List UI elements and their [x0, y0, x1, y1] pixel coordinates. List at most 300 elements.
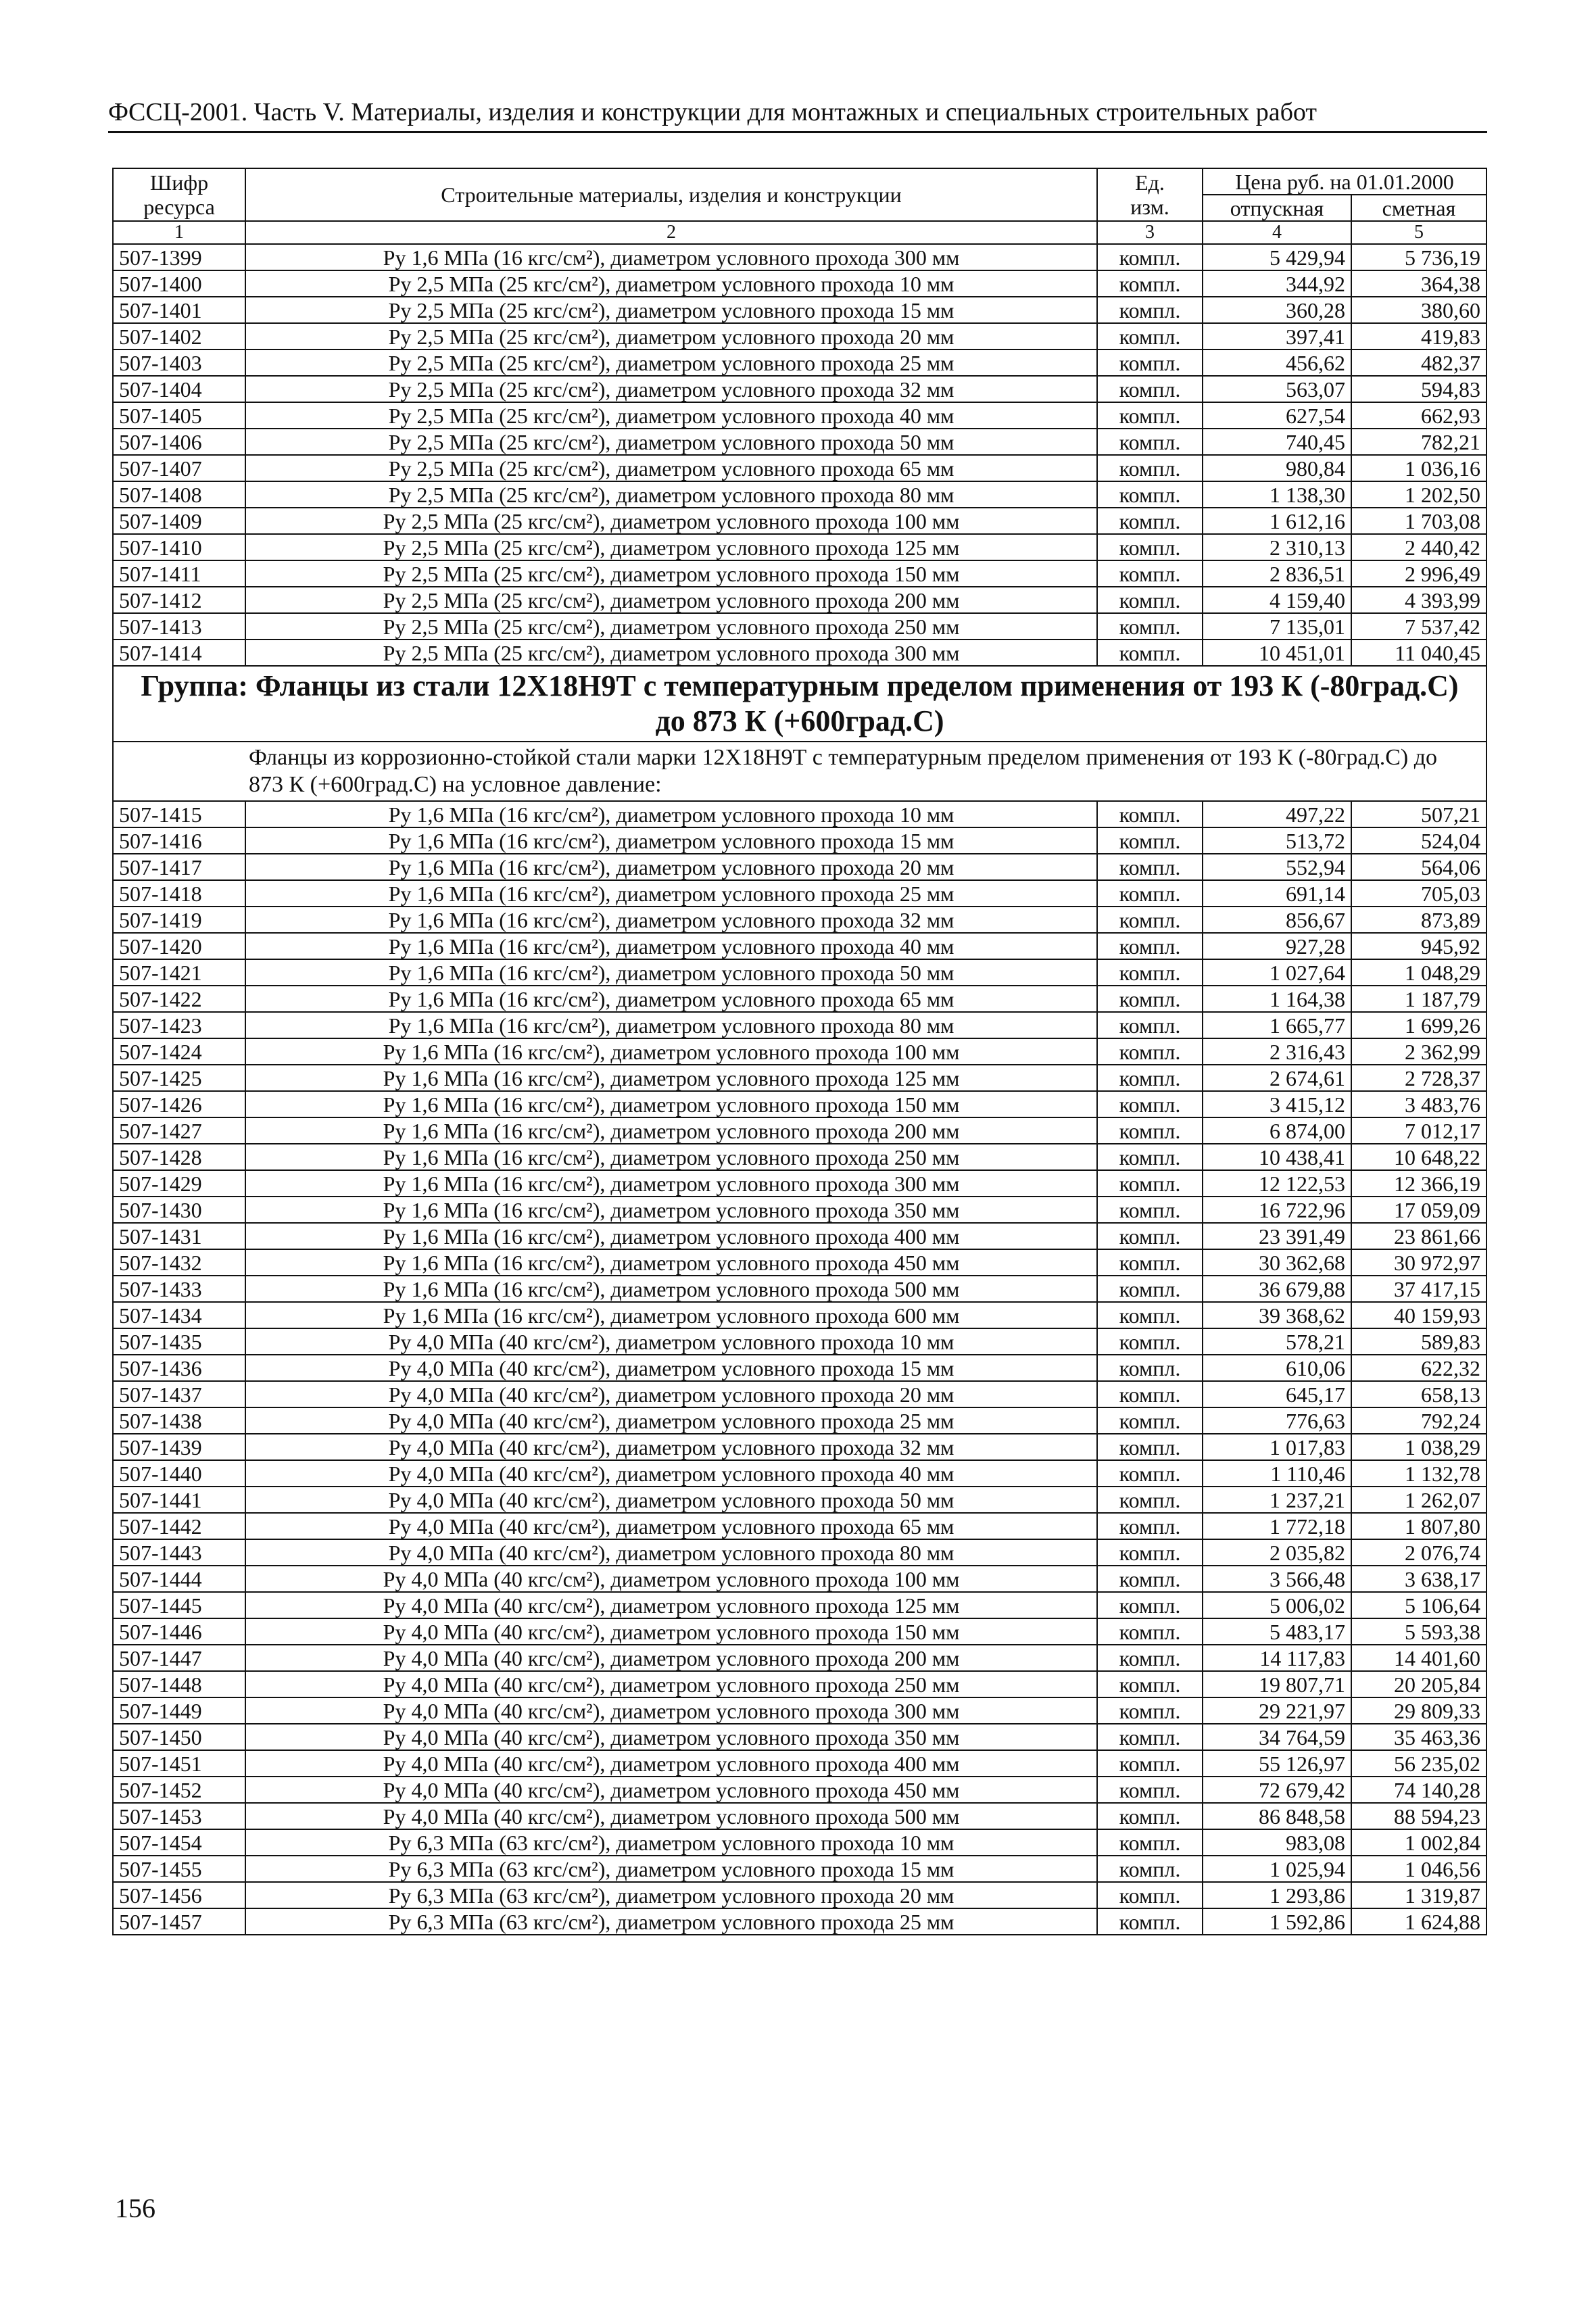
unit-of-measure: компл.: [1097, 481, 1203, 508]
table-row: [113, 297, 1486, 323]
column-header-estimate-price: сметная: [1351, 195, 1486, 221]
column-header-unit: [1097, 168, 1203, 221]
table-row: [113, 959, 1486, 986]
estimate-price: 1 132,78: [1351, 1460, 1486, 1487]
table-body-bottom: [113, 801, 1486, 1935]
release-price: 39 368,62: [1203, 1302, 1351, 1328]
unit-of-measure: компл.: [1097, 1091, 1203, 1117]
table-row: [113, 1697, 1486, 1724]
material-description: Ру 4,0 МПа (40 кгс/см²), диаметром условного прохода 150 мм: [245, 1618, 1097, 1645]
table-row: [113, 1381, 1486, 1407]
estimate-price: 11 040,45: [1351, 640, 1486, 666]
unit-of-measure: компл.: [1097, 1065, 1203, 1091]
material-description: Ру 1,6 МПа (16 кгс/см²), диаметром условного прохода 300 мм: [245, 1170, 1097, 1197]
release-price: 5 483,17: [1203, 1618, 1351, 1645]
table-row: [113, 1091, 1486, 1117]
material-description: Ру 1,6 МПа (16 кгс/см²), диаметром условного прохода 100 мм: [245, 1038, 1097, 1065]
release-price: 627,54: [1203, 402, 1351, 429]
resource-code: 507-1428: [113, 1144, 245, 1170]
release-price: 36 679,88: [1203, 1276, 1351, 1302]
estimate-price: 482,37: [1351, 349, 1486, 376]
release-price: 3 566,48: [1203, 1566, 1351, 1592]
estimate-price: 20 205,84: [1351, 1671, 1486, 1697]
release-price: 513,72: [1203, 827, 1351, 854]
group-title-row: [113, 666, 1486, 742]
estimate-price: 7 537,42: [1351, 613, 1486, 640]
price-table: [112, 168, 1487, 1935]
estimate-price: 873,89: [1351, 907, 1486, 933]
column-number: 4: [1203, 221, 1351, 244]
material-description: Ру 2,5 МПа (25 кгс/см²), диаметром условного прохода 32 мм: [245, 376, 1097, 402]
unit-of-measure: компл.: [1097, 1381, 1203, 1407]
release-price: 16 722,96: [1203, 1197, 1351, 1223]
release-price: 2 035,82: [1203, 1539, 1351, 1566]
unit-of-measure: компл.: [1097, 1038, 1203, 1065]
material-description: Ру 2,5 МПа (25 кгс/см²), диаметром условного прохода 100 мм: [245, 508, 1097, 534]
column-header-code: [113, 168, 245, 221]
material-description: Ру 1,6 МПа (16 кгс/см²), диаметром условного прохода 150 мм: [245, 1091, 1097, 1117]
release-price: 856,67: [1203, 907, 1351, 933]
table-row: [113, 933, 1486, 959]
group-intro: Фланцы из коррозионно-стойкой стали марки 12Х18Н9Т с температурным пределом применения от 193 К (-80град.С) до 873 К (+600град.С) на условное давление:: [113, 742, 1486, 801]
resource-code: 507-1434: [113, 1302, 245, 1328]
material-description: Ру 4,0 МПа (40 кгс/см²), диаметром условного прохода 25 мм: [245, 1407, 1097, 1434]
material-description: Ру 4,0 МПа (40 кгс/см²), диаметром условного прохода 400 мм: [245, 1750, 1097, 1777]
release-price: 610,06: [1203, 1355, 1351, 1381]
release-price: 344,92: [1203, 270, 1351, 297]
material-description: Ру 6,3 МПа (63 кгс/см²), диаметром условного прохода 20 мм: [245, 1882, 1097, 1908]
resource-code: 507-1442: [113, 1513, 245, 1539]
resource-code: 507-1417: [113, 854, 245, 880]
estimate-price: 419,83: [1351, 323, 1486, 349]
table-row: [113, 376, 1486, 402]
release-price: 86 848,58: [1203, 1803, 1351, 1829]
table-row: [113, 429, 1486, 455]
table-row: [113, 1197, 1486, 1223]
release-price: 1 027,64: [1203, 959, 1351, 986]
material-description: Ру 4,0 МПа (40 кгс/см²), диаметром условного прохода 15 мм: [245, 1355, 1097, 1381]
material-description: Ру 2,5 МПа (25 кгс/см²), диаметром условного прохода 65 мм: [245, 455, 1097, 481]
resource-code: 507-1450: [113, 1724, 245, 1750]
estimate-price: 3 483,76: [1351, 1091, 1486, 1117]
unit-of-measure: компл.: [1097, 854, 1203, 880]
table-row: [113, 1355, 1486, 1381]
material-description: Ру 4,0 МПа (40 кгс/см²), диаметром условного прохода 500 мм: [245, 1803, 1097, 1829]
estimate-price: 17 059,09: [1351, 1197, 1486, 1223]
estimate-price: 1 002,84: [1351, 1829, 1486, 1856]
material-description: Ру 1,6 МПа (16 кгс/см²), диаметром условного прохода 32 мм: [245, 907, 1097, 933]
release-price: 578,21: [1203, 1328, 1351, 1355]
resource-code: 507-1411: [113, 560, 245, 587]
unit-of-measure: компл.: [1097, 1407, 1203, 1434]
estimate-price: 1 319,87: [1351, 1882, 1486, 1908]
resource-code: 507-1414: [113, 640, 245, 666]
release-price: 2 316,43: [1203, 1038, 1351, 1065]
unit-of-measure: компл.: [1097, 1117, 1203, 1144]
resource-code: 507-1430: [113, 1197, 245, 1223]
estimate-price: 622,32: [1351, 1355, 1486, 1381]
table-row: [113, 587, 1486, 613]
table-row: [113, 402, 1486, 429]
release-price: 2 836,51: [1203, 560, 1351, 587]
resource-code: 507-1399: [113, 244, 245, 270]
unit-of-measure: компл.: [1097, 1170, 1203, 1197]
resource-code: 507-1426: [113, 1091, 245, 1117]
unit-of-measure: компл.: [1097, 349, 1203, 376]
resource-code: 507-1447: [113, 1645, 245, 1671]
resource-code: 507-1416: [113, 827, 245, 854]
estimate-price: 1 699,26: [1351, 1012, 1486, 1038]
table-row: [113, 1276, 1486, 1302]
resource-code: 507-1410: [113, 534, 245, 560]
release-price: 34 764,59: [1203, 1724, 1351, 1750]
table-row: [113, 1724, 1486, 1750]
release-price: 10 438,41: [1203, 1144, 1351, 1170]
unit-of-measure: компл.: [1097, 1328, 1203, 1355]
resource-code: 507-1427: [113, 1117, 245, 1144]
table-row: [113, 1882, 1486, 1908]
table-row: [113, 1645, 1486, 1671]
release-price: 55 126,97: [1203, 1750, 1351, 1777]
release-price: 983,08: [1203, 1829, 1351, 1856]
estimate-price: 40 159,93: [1351, 1302, 1486, 1328]
column-number-row: [113, 221, 1486, 244]
release-price: 6 874,00: [1203, 1117, 1351, 1144]
resource-code: 507-1457: [113, 1908, 245, 1935]
material-description: Ру 1,6 МПа (16 кгс/см²), диаметром условного прохода 10 мм: [245, 801, 1097, 827]
unit-of-measure: компл.: [1097, 1249, 1203, 1276]
estimate-price: 507,21: [1351, 801, 1486, 827]
resource-code: 507-1420: [113, 933, 245, 959]
material-description: Ру 4,0 МПа (40 кгс/см²), диаметром условного прохода 450 мм: [245, 1777, 1097, 1803]
estimate-price: 74 140,28: [1351, 1777, 1486, 1803]
material-description: Ру 2,5 МПа (25 кгс/см²), диаметром условного прохода 20 мм: [245, 323, 1097, 349]
unit-header-line1: Ед.: [1135, 170, 1165, 195]
estimate-price: 2 440,42: [1351, 534, 1486, 560]
material-description: Ру 6,3 МПа (63 кгс/см²), диаметром условного прохода 25 мм: [245, 1908, 1097, 1935]
material-description: Ру 1,6 МПа (16 кгс/см²), диаметром условного прохода 250 мм: [245, 1144, 1097, 1170]
estimate-price: 662,93: [1351, 402, 1486, 429]
estimate-price: 37 417,15: [1351, 1276, 1486, 1302]
material-description: Ру 2,5 МПа (25 кгс/см²), диаметром условного прохода 125 мм: [245, 534, 1097, 560]
unit-of-measure: компл.: [1097, 1223, 1203, 1249]
resource-code: 507-1440: [113, 1460, 245, 1487]
estimate-price: 7 012,17: [1351, 1117, 1486, 1144]
estimate-price: 705,03: [1351, 880, 1486, 907]
resource-code: 507-1429: [113, 1170, 245, 1197]
estimate-price: 1 187,79: [1351, 986, 1486, 1012]
table-row: [113, 613, 1486, 640]
material-description: Ру 1,6 МПа (16 кгс/см²), диаметром условного прохода 200 мм: [245, 1117, 1097, 1144]
estimate-price: 4 393,99: [1351, 587, 1486, 613]
code-header-line2: ресурса: [143, 195, 215, 219]
unit-of-measure: компл.: [1097, 1197, 1203, 1223]
release-price: 14 117,83: [1203, 1645, 1351, 1671]
material-description: Ру 1,6 МПа (16 кгс/см²), диаметром условного прохода 125 мм: [245, 1065, 1097, 1091]
release-price: 1 138,30: [1203, 481, 1351, 508]
release-price: 776,63: [1203, 1407, 1351, 1434]
unit-of-measure: компл.: [1097, 1539, 1203, 1566]
release-price: 1 592,86: [1203, 1908, 1351, 1935]
table-row: [113, 907, 1486, 933]
table-row: [113, 1460, 1486, 1487]
release-price: 1 772,18: [1203, 1513, 1351, 1539]
estimate-price: 1 202,50: [1351, 481, 1486, 508]
resource-code: 507-1404: [113, 376, 245, 402]
estimate-price: 2 362,99: [1351, 1038, 1486, 1065]
resource-code: 507-1451: [113, 1750, 245, 1777]
resource-code: 507-1453: [113, 1803, 245, 1829]
table-row: [113, 1144, 1486, 1170]
table-row: [113, 1856, 1486, 1882]
table-row: [113, 640, 1486, 666]
material-description: Ру 4,0 МПа (40 кгс/см²), диаметром условного прохода 350 мм: [245, 1724, 1097, 1750]
material-description: Ру 2,5 МПа (25 кгс/см²), диаметром условного прохода 150 мм: [245, 560, 1097, 587]
unit-of-measure: компл.: [1097, 1460, 1203, 1487]
table-row: [113, 880, 1486, 907]
table-row: [113, 560, 1486, 587]
resource-code: 507-1421: [113, 959, 245, 986]
unit-of-measure: компл.: [1097, 402, 1203, 429]
unit-of-measure: компл.: [1097, 1697, 1203, 1724]
table-row: [113, 1829, 1486, 1856]
table-row: [113, 1249, 1486, 1276]
resource-code: 507-1402: [113, 323, 245, 349]
table-row: [113, 323, 1486, 349]
material-description: Ру 4,0 МПа (40 кгс/см²), диаметром условного прохода 100 мм: [245, 1566, 1097, 1592]
estimate-price: 30 972,97: [1351, 1249, 1486, 1276]
unit-of-measure: компл.: [1097, 1671, 1203, 1697]
release-price: 397,41: [1203, 323, 1351, 349]
resource-code: 507-1444: [113, 1566, 245, 1592]
table-row: [113, 534, 1486, 560]
unit-of-measure: компл.: [1097, 587, 1203, 613]
column-number: 1: [113, 221, 245, 244]
unit-of-measure: компл.: [1097, 1803, 1203, 1829]
estimate-price: 1 807,80: [1351, 1513, 1486, 1539]
unit-of-measure: компл.: [1097, 801, 1203, 827]
estimate-price: 380,60: [1351, 297, 1486, 323]
resource-code: 507-1412: [113, 587, 245, 613]
unit-of-measure: компл.: [1097, 1513, 1203, 1539]
unit-of-measure: компл.: [1097, 880, 1203, 907]
material-description: Ру 2,5 МПа (25 кгс/см²), диаметром условного прохода 15 мм: [245, 297, 1097, 323]
material-description: Ру 2,5 МПа (25 кгс/см²), диаметром условного прохода 40 мм: [245, 402, 1097, 429]
unit-of-measure: компл.: [1097, 1882, 1203, 1908]
table-row: [113, 455, 1486, 481]
table-row: [113, 1223, 1486, 1249]
estimate-price: 3 638,17: [1351, 1566, 1486, 1592]
resource-code: 507-1425: [113, 1065, 245, 1091]
page-number: 156: [115, 2193, 155, 2223]
material-description: Ру 4,0 МПа (40 кгс/см²), диаметром условного прохода 300 мм: [245, 1697, 1097, 1724]
table-row: [113, 1592, 1486, 1618]
estimate-price: 12 366,19: [1351, 1170, 1486, 1197]
unit-of-measure: компл.: [1097, 455, 1203, 481]
material-description: Ру 1,6 МПа (16 кгс/см²), диаметром условного прохода 15 мм: [245, 827, 1097, 854]
group-title: Группа: Фланцы из стали 12Х18Н9Т с температурным пределом применения от 193 К (-80град.С) до 873 К (+600град.С): [113, 666, 1486, 742]
unit-of-measure: компл.: [1097, 1566, 1203, 1592]
material-description: Ру 4,0 МПа (40 кгс/см²), диаметром условного прохода 65 мм: [245, 1513, 1097, 1539]
table-row: [113, 1513, 1486, 1539]
resource-code: 507-1432: [113, 1249, 245, 1276]
resource-code: 507-1407: [113, 455, 245, 481]
resource-code: 507-1418: [113, 880, 245, 907]
material-description: Ру 1,6 МПа (16 кгс/см²), диаметром условного прохода 600 мм: [245, 1302, 1097, 1328]
material-description: Ру 1,6 МПа (16 кгс/см²), диаметром условного прохода 450 мм: [245, 1249, 1097, 1276]
table-row: [113, 1117, 1486, 1144]
resource-code: 507-1454: [113, 1829, 245, 1856]
unit-of-measure: компл.: [1097, 640, 1203, 666]
release-price: 1 017,83: [1203, 1434, 1351, 1460]
resource-code: 507-1443: [113, 1539, 245, 1566]
table-head: [113, 168, 1486, 244]
resource-code: 507-1439: [113, 1434, 245, 1460]
material-description: Ру 1,6 МПа (16 кгс/см²), диаметром условного прохода 50 мм: [245, 959, 1097, 986]
material-description: Ру 1,6 МПа (16 кгс/см²), диаметром условного прохода 25 мм: [245, 880, 1097, 907]
material-description: Ру 4,0 МПа (40 кгс/см²), диаметром условного прохода 80 мм: [245, 1539, 1097, 1566]
material-description: Ру 1,6 МПа (16 кгс/см²), диаметром условного прохода 500 мм: [245, 1276, 1097, 1302]
table-row: [113, 349, 1486, 376]
release-price: 552,94: [1203, 854, 1351, 880]
material-description: Ру 1,6 МПа (16 кгс/см²), диаметром условного прохода 400 мм: [245, 1223, 1097, 1249]
material-description: Ру 4,0 МПа (40 кгс/см²), диаметром условного прохода 125 мм: [245, 1592, 1097, 1618]
table-row: [113, 986, 1486, 1012]
table-row: [113, 1170, 1486, 1197]
resource-code: 507-1423: [113, 1012, 245, 1038]
estimate-price: 23 861,66: [1351, 1223, 1486, 1249]
material-description: Ру 4,0 МПа (40 кгс/см²), диаметром условного прохода 50 мм: [245, 1487, 1097, 1513]
material-description: Ру 2,5 МПа (25 кгс/см²), диаметром условного прохода 50 мм: [245, 429, 1097, 455]
material-description: Ру 4,0 МПа (40 кгс/см²), диаметром условного прохода 32 мм: [245, 1434, 1097, 1460]
estimate-price: 5 106,64: [1351, 1592, 1486, 1618]
table-row: [113, 270, 1486, 297]
estimate-price: 594,83: [1351, 376, 1486, 402]
resource-code: 507-1452: [113, 1777, 245, 1803]
unit-of-measure: компл.: [1097, 827, 1203, 854]
resource-code: 507-1408: [113, 481, 245, 508]
resource-code: 507-1419: [113, 907, 245, 933]
unit-of-measure: компл.: [1097, 1355, 1203, 1381]
release-price: 563,07: [1203, 376, 1351, 402]
resource-code: 507-1406: [113, 429, 245, 455]
material-description: Ру 4,0 МПа (40 кгс/см²), диаметром условного прохода 20 мм: [245, 1381, 1097, 1407]
estimate-price: 589,83: [1351, 1328, 1486, 1355]
release-price: 691,14: [1203, 880, 1351, 907]
release-price: 2 674,61: [1203, 1065, 1351, 1091]
estimate-price: 35 463,36: [1351, 1724, 1486, 1750]
resource-code: 507-1413: [113, 613, 245, 640]
resource-code: 507-1449: [113, 1697, 245, 1724]
table-row: [113, 1908, 1486, 1935]
estimate-price: 792,24: [1351, 1407, 1486, 1434]
unit-of-measure: компл.: [1097, 933, 1203, 959]
material-description: Ру 2,5 МПа (25 кгс/см²), диаметром условного прохода 25 мм: [245, 349, 1097, 376]
table-row: [113, 481, 1486, 508]
release-price: 1 025,94: [1203, 1856, 1351, 1882]
release-price: 456,62: [1203, 349, 1351, 376]
estimate-price: 2 996,49: [1351, 560, 1486, 587]
estimate-price: 14 401,60: [1351, 1645, 1486, 1671]
unit-of-measure: компл.: [1097, 244, 1203, 270]
page-header: ФССЦ-2001. Часть V. Материалы, изделия и конструкции для монтажных и специальных строительных работ: [108, 95, 1487, 133]
table-row: [113, 1803, 1486, 1829]
release-price: 23 391,49: [1203, 1223, 1351, 1249]
release-price: 3 415,12: [1203, 1091, 1351, 1117]
material-description: Ру 2,5 МПа (25 кгс/см²), диаметром условного прохода 10 мм: [245, 270, 1097, 297]
release-price: 4 159,40: [1203, 587, 1351, 613]
material-description: Ру 2,5 МПа (25 кгс/см²), диаметром условного прохода 250 мм: [245, 613, 1097, 640]
material-description: Ру 6,3 МПа (63 кгс/см²), диаметром условного прохода 15 мм: [245, 1856, 1097, 1882]
table-row: [113, 244, 1486, 270]
table-row: [113, 1434, 1486, 1460]
release-price: 1 665,77: [1203, 1012, 1351, 1038]
unit-of-measure: компл.: [1097, 1856, 1203, 1882]
resource-code: 507-1431: [113, 1223, 245, 1249]
release-price: 1 612,16: [1203, 508, 1351, 534]
release-price: 980,84: [1203, 455, 1351, 481]
release-price: 7 135,01: [1203, 613, 1351, 640]
estimate-price: 1 703,08: [1351, 508, 1486, 534]
resource-code: 507-1436: [113, 1355, 245, 1381]
release-price: 497,22: [1203, 801, 1351, 827]
estimate-price: 782,21: [1351, 429, 1486, 455]
unit-of-measure: компл.: [1097, 1645, 1203, 1671]
unit-of-measure: компл.: [1097, 323, 1203, 349]
estimate-price: 1 036,16: [1351, 455, 1486, 481]
unit-of-measure: компл.: [1097, 297, 1203, 323]
resource-code: 507-1422: [113, 986, 245, 1012]
unit-of-measure: компл.: [1097, 376, 1203, 402]
resource-code: 507-1433: [113, 1276, 245, 1302]
unit-of-measure: компл.: [1097, 508, 1203, 534]
estimate-price: 56 235,02: [1351, 1750, 1486, 1777]
estimate-price: 364,38: [1351, 270, 1486, 297]
estimate-price: 524,04: [1351, 827, 1486, 854]
unit-of-measure: компл.: [1097, 1487, 1203, 1513]
estimate-price: 564,06: [1351, 854, 1486, 880]
unit-of-measure: компл.: [1097, 1434, 1203, 1460]
resource-code: 507-1446: [113, 1618, 245, 1645]
column-header-description: Строительные материалы, изделия и конструкции: [245, 168, 1097, 221]
table-row: [113, 1065, 1486, 1091]
table-row: [113, 1618, 1486, 1645]
resource-code: 507-1456: [113, 1882, 245, 1908]
resource-code: 507-1401: [113, 297, 245, 323]
unit-of-measure: компл.: [1097, 270, 1203, 297]
unit-of-measure: компл.: [1097, 1144, 1203, 1170]
release-price: 10 451,01: [1203, 640, 1351, 666]
unit-of-measure: компл.: [1097, 429, 1203, 455]
unit-of-measure: компл.: [1097, 1908, 1203, 1935]
material-description: Ру 2,5 МПа (25 кгс/см²), диаметром условного прохода 300 мм: [245, 640, 1097, 666]
table-row: [113, 1487, 1486, 1513]
material-description: Ру 2,5 МПа (25 кгс/см²), диаметром условного прохода 80 мм: [245, 481, 1097, 508]
unit-of-measure: компл.: [1097, 613, 1203, 640]
release-price: 5 429,94: [1203, 244, 1351, 270]
resource-code: 507-1424: [113, 1038, 245, 1065]
resource-code: 507-1415: [113, 801, 245, 827]
material-description: Ру 4,0 МПа (40 кгс/см²), диаметром условного прохода 250 мм: [245, 1671, 1097, 1697]
material-description: Ру 1,6 МПа (16 кгс/см²), диаметром условного прохода 350 мм: [245, 1197, 1097, 1223]
material-description: Ру 1,6 МПа (16 кгс/см²), диаметром условного прохода 300 мм: [245, 244, 1097, 270]
release-price: 1 237,21: [1203, 1487, 1351, 1513]
estimate-price: 29 809,33: [1351, 1697, 1486, 1724]
table-row: [113, 801, 1486, 827]
group-section: [113, 666, 1486, 801]
unit-of-measure: компл.: [1097, 1618, 1203, 1645]
release-price: 12 122,53: [1203, 1170, 1351, 1197]
